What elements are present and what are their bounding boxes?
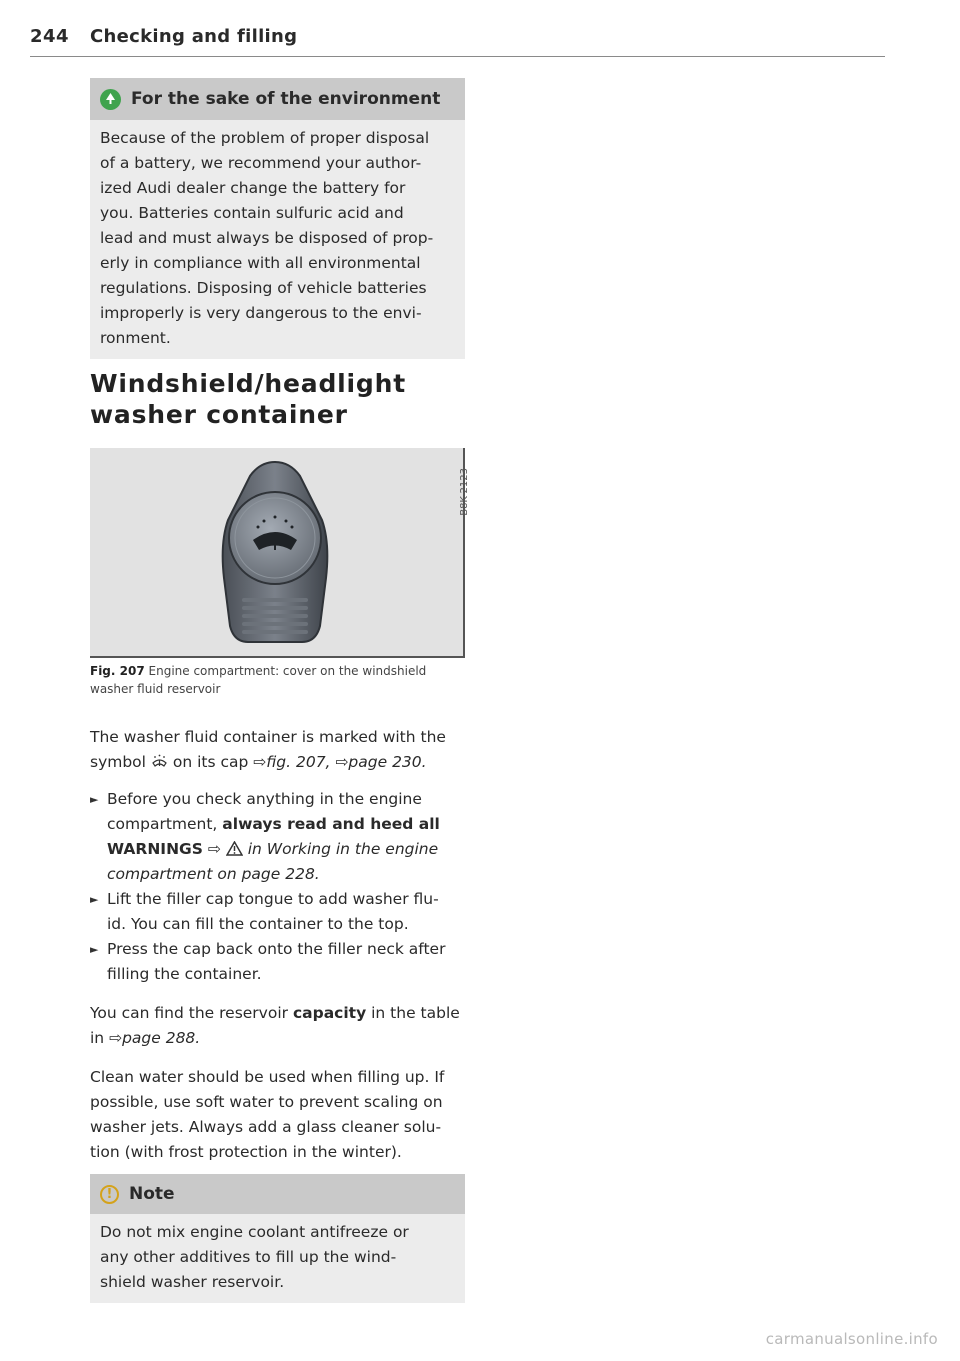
caption-text: washer fluid reservoir: [90, 682, 221, 696]
text-line: you. Batteries contain sulfuric acid and: [100, 204, 404, 222]
note-box-title: Note: [129, 1184, 175, 1204]
text-line: The washer fluid container is marked with the: [90, 728, 446, 746]
page-header: [30, 22, 885, 57]
tree-icon: [100, 89, 121, 110]
text-span: symbol: [90, 753, 146, 771]
page-reference-link[interactable]: ⇨page 230.: [335, 753, 427, 771]
paragraph-2: [90, 1001, 465, 1051]
text-line: any other additives to fill up the wind-: [100, 1248, 397, 1266]
text-line: ized Audi dealer change the battery for: [100, 179, 406, 197]
text-line: id. You can fill the container to the top.: [107, 915, 409, 933]
warning-triangle-icon: [226, 841, 243, 856]
text-span: capacity: [292, 1004, 367, 1022]
warning-reference-link[interactable]: compartment on page 228.: [107, 865, 320, 883]
section-heading: [90, 368, 465, 430]
environment-box-body: [90, 120, 465, 359]
text-span: WARNINGS: [107, 840, 203, 858]
environment-box-title: For the sake of the environment: [131, 89, 441, 109]
text-span: in the table: [371, 1004, 460, 1022]
text-line: Press the cap back onto the filler neck after: [107, 940, 446, 958]
reference-arrow[interactable]: ⇨: [207, 840, 221, 858]
section-title-line1: Windshield/headlight: [90, 369, 406, 398]
text-line: ronment.: [100, 329, 171, 347]
exclamation-circle-icon: !: [100, 1185, 119, 1204]
text-line: erly in compliance with all environmental: [100, 254, 421, 272]
body-text: [90, 725, 465, 1165]
text-line: of a battery, we recommend your author-: [100, 154, 422, 172]
text-span: compartment,: [107, 815, 218, 833]
bullet-arrow-icon: ►: [90, 943, 99, 956]
chapter-title: Checking and filling: [90, 26, 298, 47]
bullet-arrow-icon: ►: [90, 793, 99, 806]
note-box-header: [90, 1174, 465, 1214]
figure-caption: [90, 662, 465, 698]
text-span: in: [90, 1029, 105, 1047]
warning-reference-link[interactable]: in Working in the engine: [247, 840, 439, 858]
figure-code: B8K-2123: [459, 468, 470, 516]
text-line: Do not mix engine coolant antifreeze or: [100, 1223, 409, 1241]
page-number: 244: [30, 26, 70, 47]
text-line: shield washer reservoir.: [100, 1273, 285, 1291]
environment-box: [90, 78, 465, 359]
environment-box-header: [90, 78, 465, 120]
text-line: washer jets. Always add a glass cleaner solu-: [90, 1118, 442, 1136]
note-box-body: [90, 1214, 465, 1303]
washer-symbol-icon: [151, 754, 168, 769]
text-line: possible, use soft water to prevent scaling on: [90, 1093, 443, 1111]
text-line: Lift the filler cap tongue to add washer flu-: [107, 890, 439, 908]
instruction-list: [90, 787, 465, 987]
text-line: filling the container.: [107, 965, 262, 983]
figure-label: Fig. 207: [90, 664, 145, 678]
figure-washer-cap: [90, 448, 470, 658]
text-line: tion (with frost protection in the winter).: [90, 1143, 402, 1161]
text-line: regulations. Disposing of vehicle batteries: [100, 279, 427, 297]
text-line: improperly is very dangerous to the envi-: [100, 304, 422, 322]
text-line: lead and must always be disposed of prop-: [100, 229, 434, 247]
note-box: [90, 1174, 465, 1303]
paragraph-3: [90, 1065, 465, 1165]
list-item: [90, 787, 465, 887]
text-line: Clean water should be used when filling up. If: [90, 1068, 445, 1086]
watermark: carmanualsonline.info: [765, 1330, 938, 1348]
section-title-line2: washer container: [90, 400, 348, 429]
text-span: You can find the reservoir: [90, 1004, 289, 1022]
caption-text: Engine compartment: cover on the windshield: [148, 664, 427, 678]
list-item: [90, 937, 465, 987]
page-reference-link[interactable]: ⇨page 288.: [109, 1029, 201, 1047]
list-item: [90, 887, 465, 937]
text-span: always read and heed all: [222, 815, 440, 833]
text-line: Because of the problem of proper disposal: [100, 129, 430, 147]
paragraph-1: [90, 725, 465, 775]
bullet-arrow-icon: ►: [90, 893, 99, 906]
text-line: Before you check anything in the engine: [107, 790, 422, 808]
text-span: on its cap: [172, 753, 249, 771]
washer-cap-illustration: [90, 448, 463, 656]
fig-reference-link[interactable]: ⇨fig. 207,: [253, 753, 331, 771]
